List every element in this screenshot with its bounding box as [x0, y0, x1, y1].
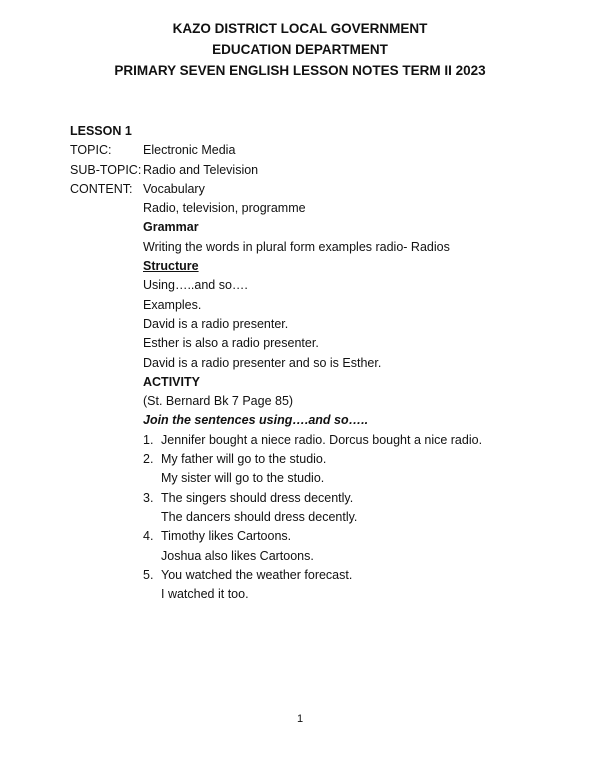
- topic-value: Electronic Media: [143, 143, 236, 158]
- subtopic-row: [70, 161, 570, 180]
- department-title: EDUCATION DEPARTMENT: [212, 42, 388, 57]
- example-sentence-1: David is a radio presenter.: [143, 316, 289, 331]
- item-continuation: My sister will go to the studio.: [161, 471, 325, 486]
- grammar-heading: Grammar: [143, 220, 199, 235]
- item-number: 5.: [143, 567, 154, 582]
- structure-heading: Structure: [143, 259, 199, 274]
- activity-instruction: Join the sentences using….and so…..: [143, 413, 369, 428]
- item-continuation: Joshua also likes Cartoons.: [161, 548, 314, 563]
- document-header: [0, 18, 600, 81]
- list-item: [70, 489, 570, 508]
- vocab-words: Radio, television, programme: [143, 201, 306, 216]
- topic-row: [70, 141, 570, 160]
- district-title: KAZO DISTRICT LOCAL GOVERNMENT: [172, 21, 428, 36]
- list-item: [70, 431, 570, 450]
- item-text: Jennifer bought a niece radio. Dorcus bought a nice radio.: [161, 432, 483, 447]
- subtopic-value: Radio and Television: [143, 162, 259, 177]
- topic-label: TOPIC:: [70, 143, 112, 158]
- list-item: [70, 566, 570, 585]
- item-continuation: I watched it too.: [161, 587, 249, 602]
- lesson-title: LESSON 1: [70, 124, 132, 138]
- structure-text: Using…..and so….: [143, 278, 248, 293]
- list-item: [70, 450, 570, 469]
- activity-heading: ACTIVITY: [143, 374, 200, 389]
- item-continuation: The dancers should dress decently.: [161, 509, 358, 524]
- grammar-text: Writing the words in plural form examples radio- Radios: [143, 239, 450, 254]
- activity-reference: (St. Bernard Bk 7 Page 85): [143, 394, 294, 409]
- content-value: Vocabulary: [143, 181, 205, 196]
- item-text: You watched the weather forecast.: [161, 567, 353, 582]
- subtopic-label: SUB-TOPIC:: [70, 162, 142, 177]
- list-item: [70, 527, 570, 546]
- item-text: My father will go to the studio.: [161, 452, 327, 467]
- content-row: [70, 180, 570, 199]
- page-number: 1: [296, 713, 304, 725]
- examples-heading: Examples.: [143, 297, 202, 312]
- item-number: 4.: [143, 529, 154, 544]
- structure-heading-row: [70, 257, 570, 276]
- lesson-content: [70, 122, 570, 604]
- example-sentence-3: David is a radio presenter and so is Esther.: [143, 355, 382, 370]
- item-number: 3.: [143, 490, 154, 505]
- content-label: CONTENT:: [70, 181, 133, 196]
- item-number: 1.: [143, 432, 154, 447]
- example-sentence-2: Esther is also a radio presenter.: [143, 336, 319, 351]
- item-text: Timothy likes Cartoons.: [161, 529, 292, 544]
- item-text: The singers should dress decently.: [161, 490, 354, 505]
- notes-title: PRIMARY SEVEN ENGLISH LESSON NOTES TERM II 2023: [114, 63, 486, 78]
- item-number: 2.: [143, 452, 154, 467]
